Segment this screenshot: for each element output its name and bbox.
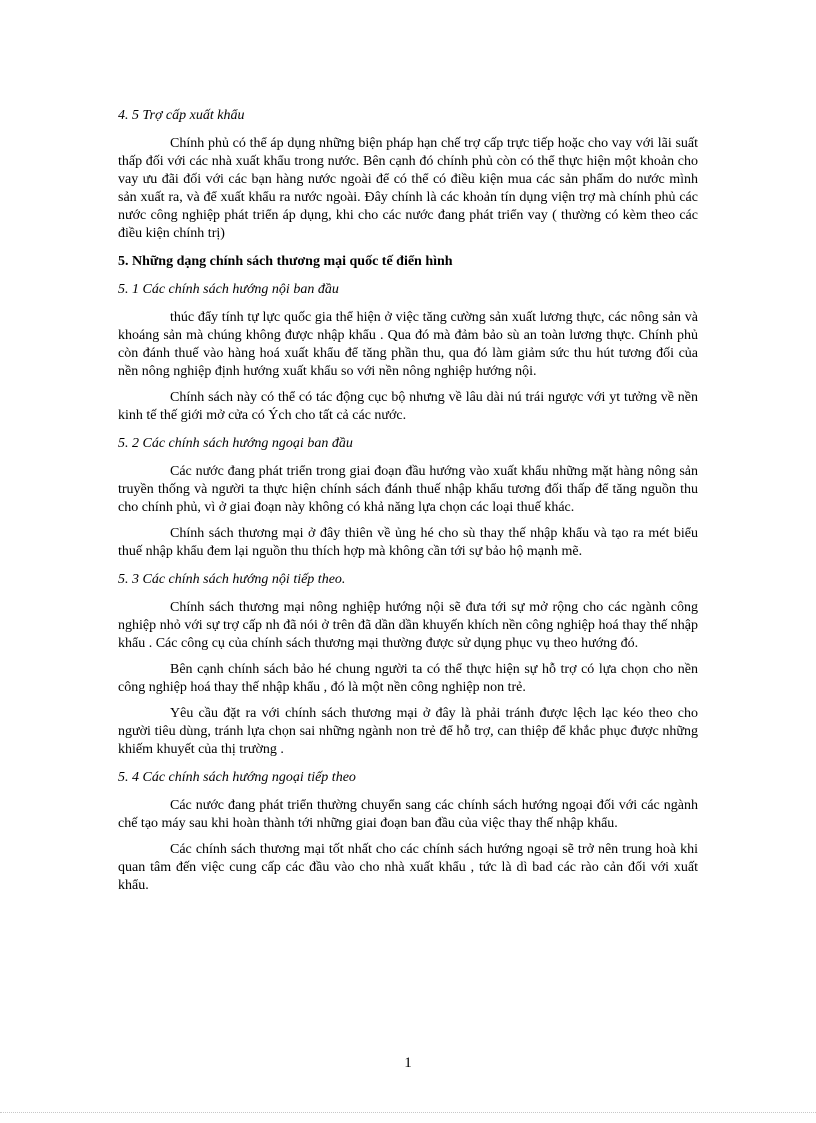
paragraph: Các nước đang phát triển trong giai đoạn đầu hướng vào xuất khẩu những mặt hàng nông sản truyền thống và người ta thực hiện chính sách đánh thuế nhập khẩu tương đối thấp để tăng nguồn thu cho chính phủ, vì ở giai đoạn này không có khả năng lựa chọn các loại thuế khác. bbox=[118, 464, 698, 515]
page-number: 1 bbox=[404, 1055, 412, 1071]
section-5-2 bbox=[118, 435, 698, 561]
section-heading: 5. 3 Các chính sách hướng nội tiếp theo. bbox=[118, 572, 346, 587]
section-heading: 5. 1 Các chính sách hướng nội ban đầu bbox=[118, 282, 339, 297]
paragraph: Chính phủ có thể áp dụng những biện pháp hạn chế trợ cấp trực tiếp hoặc cho vay với lãi suất thấp đối với các nhà xuất khẩu trong nước. Bên cạnh đó chính phủ còn có thể thực hiện một khoản cho vay ưu đãi đối với các bạn hàng nước ngoài để có thể có điều kiện mua các sản phẩm do nước mình sản xuất ra, và để xuất khẩu ra nước ngoài. Đây chính là các khoản tín dụng viện trợ mà chính phủ các nước công nghiệp phát triển áp dụng, khi cho các nước đang phát triển vay ( thường có kèm theo các điều kiện chính trị) bbox=[118, 136, 698, 241]
document-body bbox=[118, 107, 698, 903]
section-4-5 bbox=[118, 107, 698, 243]
paragraph: Chính sách thương mại nông nghiệp hướng nội sẽ đưa tới sự mở rộng cho các ngành công nghiệp nhỏ với sự trợ cấp nh đã nói ở trên đã dần dần khuyến khích nền công nghiệp hoá thay thế nhập khẩu . Các công cụ của chính sách thương mại thường được sử dụng phục vụ theo hướng đó. bbox=[118, 600, 698, 651]
page-bottom-divider bbox=[0, 1112, 816, 1113]
paragraph: Bên cạnh chính sách bảo hé chung người ta có thể thực hiện sự hỗ trợ có lựa chọn cho nền công nghiệp hoá thay thế nhập khẩu , đó là một nền công nghiệp non trẻ. bbox=[118, 662, 698, 695]
paragraph: Các nước đang phát triển thường chuyển sang các chính sách hướng ngoại đối với các ngành chế tạo máy sau khi hoàn thành tới những giai đoạn ban đầu của việc thay thế nhập khẩu. bbox=[118, 798, 698, 831]
section-5 bbox=[118, 253, 698, 271]
section-5-1 bbox=[118, 281, 698, 425]
chapter-heading: 5. Những dạng chính sách thương mại quốc tế điển hình bbox=[118, 254, 453, 269]
section-heading: 4. 5 Trợ cấp xuất khẩu bbox=[118, 108, 245, 123]
section-heading: 5. 2 Các chính sách hướng ngoại ban đầu bbox=[118, 436, 353, 451]
paragraph: Chính sách thương mại ở đây thiên về ủng hé cho sù thay thế nhập khẩu và tạo ra mét biểu thuế nhập khẩu đem lại nguồn thu thích hợp mà không cần tới sự bảo hộ mạnh mẽ. bbox=[118, 526, 698, 559]
section-5-3 bbox=[118, 571, 698, 759]
section-5-4 bbox=[118, 769, 698, 895]
paragraph: Các chính sách thương mại tốt nhất cho các chính sách hướng ngoại sẽ trở nên trung hoà khi quan tâm đến việc cung cấp các đầu vào cho nhà xuất khẩu , tức là dì bad các rào cản đối với xuất khẩu. bbox=[118, 842, 698, 893]
paragraph: Yêu cầu đặt ra với chính sách thương mại ở đây là phải tránh được lệch lạc kéo theo cho người tiêu dùng, tránh lựa chọn sai những ngành non trẻ để hỗ trợ, can thiệp để khắc phục được những khiếm khuyết của thị trường . bbox=[118, 706, 698, 757]
paragraph: thúc đẩy tính tự lực quốc gia thể hiện ở việc tăng cường sản xuất lương thực, các nông sản và khoáng sản mà chúng không được nhập khẩu . Qua đó mà đảm bảo sù an toàn lương thực. Chính phủ còn đánh thuế vào hàng hoá xuất khẩu để tăng phần thu, qua đó làm giảm sức thu hút tương đối của nền nông nghiệp định hướng xuất khẩu so với nền nông nghiệp hướng nội. bbox=[118, 310, 698, 379]
section-heading: 5. 4 Các chính sách hướng ngoại tiếp theo bbox=[118, 770, 356, 785]
paragraph: Chính sách này có thể có tác động cục bộ nhưng về lâu dài nú trái ngược với yt tưởng về nền kinh tế thế giới mở cửa có Ých cho tất cả các nước. bbox=[118, 390, 698, 423]
